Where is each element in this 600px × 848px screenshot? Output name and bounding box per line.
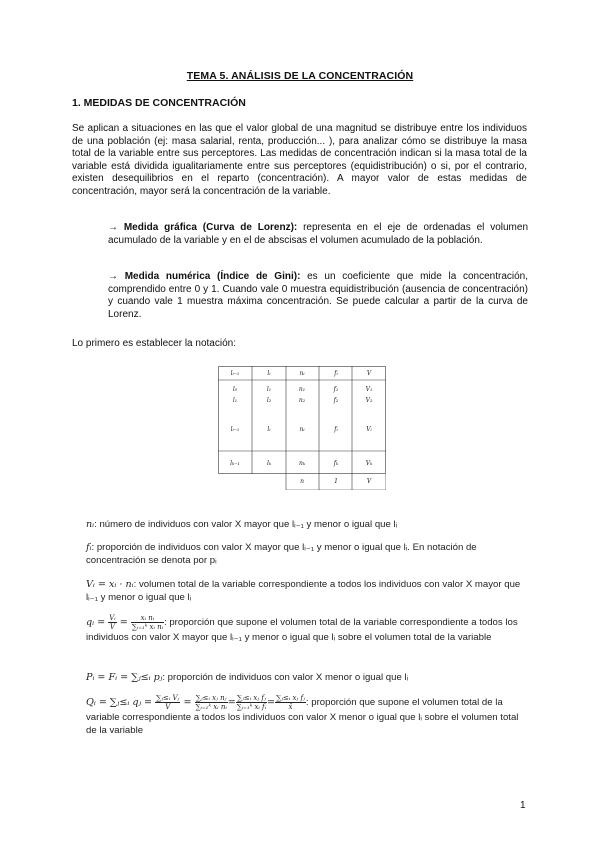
bullet-lorenz: [108, 222, 528, 247]
table-cell: lₖ₋₁: [230, 460, 240, 467]
math-symbol: Vᵢ = xᵢ · nᵢ: [86, 579, 134, 590]
table-cell: fₖ: [333, 460, 339, 467]
notation-intro: Lo primero es establecer la notación:: [72, 338, 236, 349]
table-cell: l₂: [266, 397, 272, 404]
section-heading: 1. MEDIDAS DE CONCENTRACIÓN: [72, 97, 246, 109]
fraction: $\frac{\text{∑ⱼ≤ᵢ xⱼ fⱼ}}{x̄}$: [276, 694, 305, 711]
intro-paragraph: Se aplican a situaciones en las que el valor global de una magnitud se distribuye entre los individuos de una población (ej: masa salarial, renta, producción... ), para analizar cómo se distribuye la masa total de la variable entre sus perceptores. Las medidas de concentración indican si la masa total de la variable está dividida igualitariamente entre sus perceptores (equidistribución) o si, por el contrario, existen desequilibrios en el reparto (concentración). A mayor valor de estas medidas de concentración, mayor será la concentración de la variable.: [72, 123, 527, 197]
document-title: TEMA 5. ANÁLISIS DE LA CONCENTRACIÓN: [186, 70, 414, 82]
definition-Qi: Qᵢ = ∑ⱼ≤ᵢ qⱼ = $\frac{\text{∑ⱼ≤ᵢ Vⱼ}}{V}$ = $\frac{\text{∑ⱼ≤ᵢ xⱼ nⱼ}}{\text{∑ᵢ₌₁ᵏ xᵢ nᵢ}}$ = $\frac{\text{∑ⱼ≤ᵢ xⱼ fⱼ}}{\text{∑ᵢ₌₁ᵏ xᵢ fᵢ}}$ = $\frac{\text{∑ⱼ≤ᵢ xⱼ fⱼ}}{x̄}$ : proporción que supone el volumen total de la variable correspondiente a todos los individuos con valor X menor o igual que lᵢ sobre el volumen total de la variable: [86, 694, 519, 736]
math-symbol: nᵢ: [86, 519, 95, 530]
definition-ni: [86, 518, 526, 531]
table-total-cell: V: [366, 478, 372, 485]
table-header-cell: V: [366, 370, 372, 377]
table-header-cell: lᵢ: [267, 370, 271, 377]
arrow-icon: →: [108, 222, 118, 233]
definition-text: : número de individuos con valor X mayor que lᵢ₋₁ y menor o igual que lᵢ: [94, 519, 398, 530]
table-cell: l₁: [266, 386, 272, 393]
table-cell: n₁: [298, 386, 306, 393]
table-cell: lᵢ₋₁: [230, 426, 240, 433]
fraction: $\frac{\text{Vᵢ}}{V}$: [109, 614, 116, 631]
table-cell: fᵢ: [334, 426, 338, 433]
definition-text: : proporción que supone el volumen total de la variable correspondiente a todos los individuos con valor X menor o igual que lᵢ sobre el volumen total de la variable: [86, 697, 519, 736]
table-cell: nᵢ: [299, 426, 305, 433]
table-cell: V₁: [365, 386, 373, 393]
definition-fi: [86, 541, 526, 567]
definition-vi: [86, 578, 526, 604]
table-cell: lᵢ: [267, 426, 271, 433]
table-cell: l₀: [232, 386, 238, 393]
math-symbol: qᵢ =: [86, 617, 109, 629]
bullet-heading: Medida numérica (Índice de Gini):: [124, 271, 301, 282]
bullet-text: representa en el eje de ordenadas el volumen acumulado de la variable y en el de abscisas el volumen acumulado de la población.: [108, 222, 529, 246]
bullet-gini: [108, 271, 528, 321]
arrow-icon: →: [108, 271, 118, 282]
fraction: $\frac{\text{∑ⱼ≤ᵢ xⱼ fⱼ}}{\text{∑ᵢ₌₁ᵏ xᵢ fᵢ}}$: [236, 694, 267, 711]
table-header-cell: lᵢ₋₁: [230, 370, 240, 377]
table-header-cell: fᵢ: [334, 370, 338, 377]
definition-text: : proporción que supone el volumen total de la variable correspondiente a todos los individuos con valor X mayor que lᵢ₋₁ y menor o igual que lᵢ sobre el volumen total de la variable: [86, 617, 518, 643]
bullet-heading: Medida gráfica (Curva de Lorenz):: [123, 222, 298, 233]
table-total-cell: 1: [334, 478, 338, 485]
table-cell: f₁: [333, 386, 339, 393]
math-symbol: Pᵢ = Fᵢ = ∑ⱼ≤ᵢ pⱼ: [86, 672, 163, 683]
bullet-text: es un coeficiente que mide la concentración, comprendido entre 0 y 1. Cuando vale 0 muestra equidistribución (ausencia de concentración) y cuando vale 1 muestra máxima concentración. Se puede calcular a partir de la curva de Lorenz.: [108, 271, 528, 320]
notation-table: [218, 366, 386, 490]
table-cell: lₖ: [266, 460, 272, 467]
definition-pi: [86, 671, 526, 684]
math-symbol: Qᵢ = ∑ⱼ≤ᵢ qⱼ =: [86, 697, 156, 709]
table-total-cell: n: [300, 478, 304, 485]
table-cell: l₁: [232, 397, 238, 404]
fraction: $\frac{\text{xᵢ nᵢ}}{\text{∑ᵢ₌₁ᵏ xᵢ nᵢ}}$: [131, 614, 164, 631]
definition-text: : proporción de individuos con valor X menor o igual que lᵢ: [162, 672, 409, 683]
math-symbol: fᵢ: [86, 542, 92, 553]
definition-qi: qᵢ = $\frac{\text{Vᵢ}}{V}$ = $\frac{\text{xᵢ nᵢ}}{\text{∑ᵢ₌₁ᵏ xᵢ nᵢ}}$ : proporción que supone el volumen total de la variable correspondiente a todos los individuos con valor X mayor que lᵢ₋₁ y menor o igual que lᵢ sobre el volumen total de la variable: [86, 614, 518, 643]
fraction: $\frac{\text{∑ⱼ≤ᵢ xⱼ nⱼ}}{\text{∑ᵢ₌₁ᵏ xᵢ nᵢ}}$: [195, 694, 227, 711]
table-cell: Vₖ: [365, 460, 373, 467]
table-cell: nₖ: [298, 460, 306, 467]
table-header-cell: nᵢ: [299, 370, 305, 377]
table-cell: f₂: [333, 397, 339, 404]
definition-text: : volumen total de la variable correspondiente a todos los individuos con valor X mayor que lᵢ₋₁ y menor o igual que lᵢ: [86, 579, 521, 603]
page-number: 1: [520, 800, 526, 811]
table-cell: V₂: [365, 397, 373, 404]
table-cell: n₂: [298, 397, 306, 404]
definition-text: : proporción de individuos con valor X mayor que lᵢ₋₁ y menor o igual que lᵢ. En notación de concentración se denota por pᵢ: [86, 542, 477, 566]
fraction: $\frac{\text{∑ⱼ≤ᵢ Vⱼ}}{V}$: [156, 694, 180, 711]
table-cell: Vᵢ: [366, 426, 372, 433]
